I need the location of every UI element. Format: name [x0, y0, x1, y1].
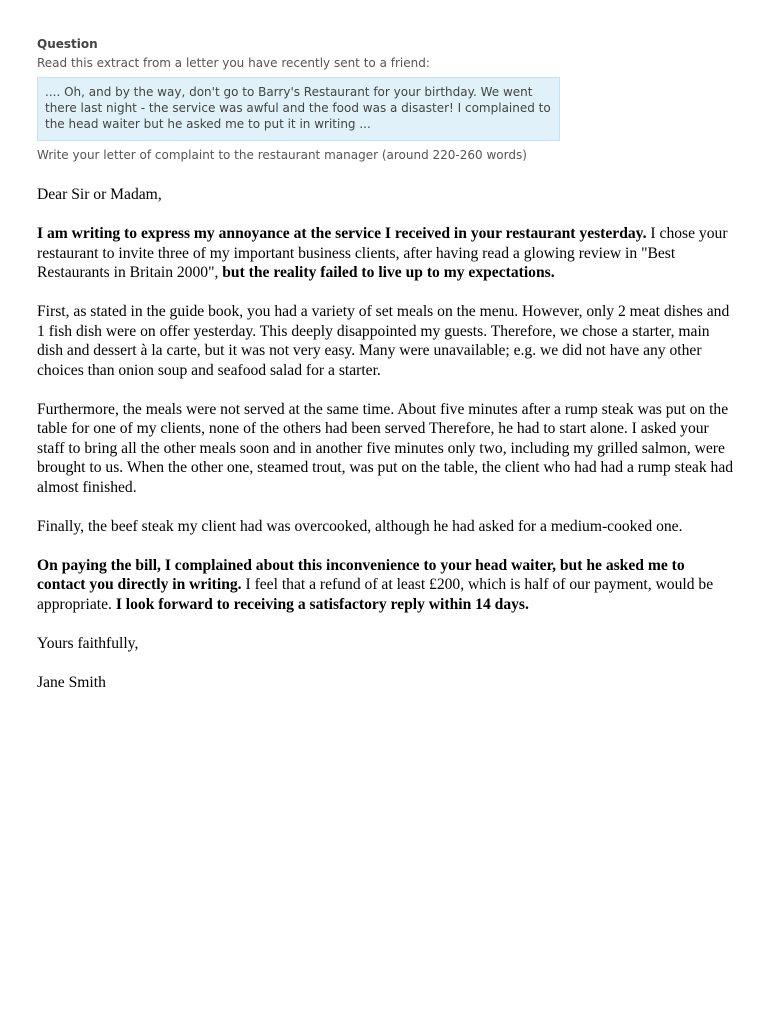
letter-paragraph-3: Furthermore, the meals were not served at the same time. About five minutes after a rump steak was put on the table for one of my clients, none of the others had been served Therefore, he had to start alone. I asked your staff to bring all the other meals soon and in another five minutes only two, including my grilled salmon, were brought to us. When the other one, steamed trout, was put on the table, the client who had had a rump steak had almost finished.	[37, 400, 734, 496]
question-instruction: Read this extract from a letter you have recently sent to a friend:	[37, 56, 430, 70]
bold-text: On paying the bill, I complained about this inconvenience to your head waiter, but he asked me to contact you directly in writing.	[37, 556, 685, 593]
bold-text: I look forward to receiving a satisfactory reply within 14 days.	[115, 595, 529, 613]
bold-text: I am writing to express my annoyance at the service I received in your restaurant yesterday.	[37, 225, 647, 242]
letter-paragraph-4: Finally, the beef steak my client had was overcooked, although he had asked for a medium-cooked one.	[37, 517, 683, 535]
body-text: I chose your restaurant to invite three of my important business clients, after having read a glowing review in "Best Restaurants in Britain 2000",	[37, 225, 728, 281]
question-label: Question	[37, 37, 98, 51]
letter-paragraph-5	[37, 556, 737, 615]
letter-paragraph-2: First, as stated in the guide book, you had a variety of set meals on the menu. However, only 2 meat dishes and 1 fish dish were on offer yesterday. This deeply disappointed my guests. Therefore, we chose a starter, main dish and dessert à la carte, but it was not very easy. Many were unavailable; e.g. we did not have any other choices than onion soup and seafood salad for a starter.	[37, 303, 730, 379]
letter-paragraph-1	[37, 224, 737, 283]
question-task: Write your letter of complaint to the restaurant manager (around 220-260 words)	[37, 148, 527, 162]
letter-salutation: Dear Sir or Madam,	[37, 186, 162, 203]
body-text: I feel that a refund of at least £200, which is half of our payment, would be appropriate.	[37, 576, 714, 613]
letter-signature: Jane Smith	[37, 673, 106, 691]
document-page	[37, 36, 737, 712]
letter-extract-box: .... Oh, and by the way, don't go to Barry's Restaurant for your birthday. We went there last night - the service was awful and the food was a disaster! I complained to the head waiter but he asked me to put it in writing ...	[37, 77, 560, 141]
letter-closing: Yours faithfully,	[37, 634, 139, 652]
bold-text: but the reality failed to live up to my expectations.	[222, 264, 555, 281]
complaint-letter	[37, 185, 737, 692]
